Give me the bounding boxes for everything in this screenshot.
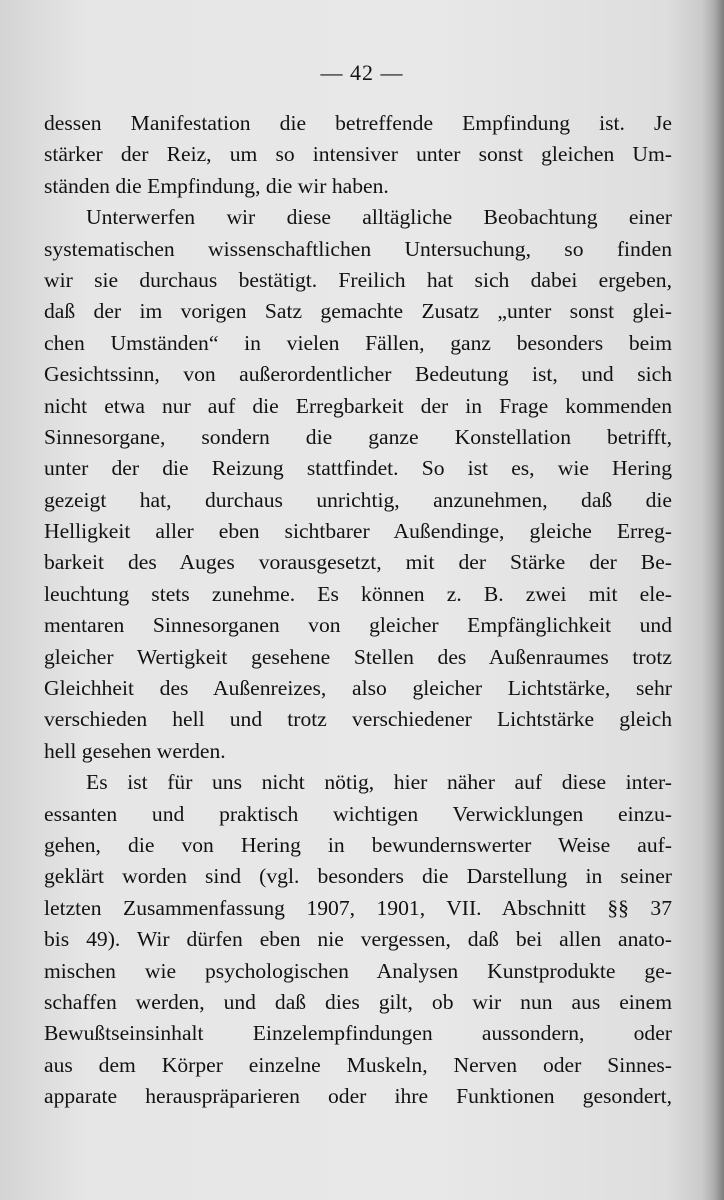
text-line: ständen die Empfindung, die wir haben. [44,173,389,198]
text-line: unter der die Reizung stattfindet. So ist es, wie Hering [44,456,672,481]
text-line: Unterwerfen wir diese alltägliche Beobachtung einer [86,205,672,230]
text-line: systematischen wissenschaftlichen Untersuchung, so finden [44,236,672,261]
text-line: Gleichheit des Außenreizes, also gleicher Lichtstärke, sehr [44,676,672,701]
text-line: mentaren Sinnesorganen von gleicher Empfänglichkeit und [44,613,672,638]
text-line: verschieden hell und trotz verschiedener Lichtstärke gleich [44,707,672,732]
text-line: bis 49). Wir dürfen eben nie vergessen, daß bei allen anato- [44,927,672,952]
text-line: aus dem Körper einzelne Muskeln, Nerven oder Sinnes- [44,1052,672,1077]
body-text [44,108,672,1113]
text-line: chen Umständen“ in vielen Fällen, ganz besonders beim [44,330,672,355]
text-line: Sinnesorgane, sondern die ganze Konstellation betrifft, [44,424,672,449]
page-number: — 42 — [320,60,404,85]
text-line: apparate herauspräparieren oder ihre Funktionen gesondert, [44,1084,672,1109]
text-line: leuchtung stets zunehme. Es können z. B. zwei mit ele- [44,581,672,606]
text-line: geklärt worden sind (vgl. besonders die Darstellung in seiner [44,864,672,889]
page-edge-shadow [702,0,724,1200]
text-line: dessen Manifestation die betreffende Empfindung ist. Je [44,111,672,135]
text-line: hell gesehen werden. [44,738,226,763]
text-line: daß der im vorigen Satz gemachte Zusatz „unter sonst glei- [44,299,672,324]
text-line: mischen wie psychologischen Analysen Kunstprodukte ge- [44,958,672,983]
text-line: gleicher Wertigkeit gesehene Stellen des Außenraumes trotz [44,644,672,669]
text-line: schaffen werden, und daß dies gilt, ob wir nun aus einem [44,989,672,1014]
text-line: Helligkeit aller eben sichtbarer Außendinge, gleiche Erreg- [44,519,672,544]
text-line: essanten und praktisch wichtigen Verwicklungen einzu- [44,801,672,826]
text-line: letzten Zusammenfassung 1907, 1901, VII. Abschnitt §§ 37 [44,895,672,920]
text-line: nicht etwa nur auf die Erregbarkeit der in Frage kommenden [44,393,672,418]
text-line: Bewußtseinsinhalt Einzelempfindungen aussondern, oder [44,1021,672,1046]
text-line: Es ist für uns nicht nötig, hier näher auf diese inter- [86,770,672,795]
text-line: Gesichtssinn, von außerordentlicher Bedeutung ist, und sich [44,362,672,387]
text-line: gezeigt hat, durchaus unrichtig, anzunehmen, daß die [44,487,672,512]
text-line: stärker der Reiz, um so intensiver unter sonst gleichen Um- [44,142,672,167]
text-line: barkeit des Auges vorausgesetzt, mit der Stärke der Be- [44,550,672,575]
text-line: wir sie durchaus bestätigt. Freilich hat sich dabei ergeben, [44,267,672,292]
text-line: gehen, die von Hering in bewundernswerter Weise auf- [44,832,672,857]
